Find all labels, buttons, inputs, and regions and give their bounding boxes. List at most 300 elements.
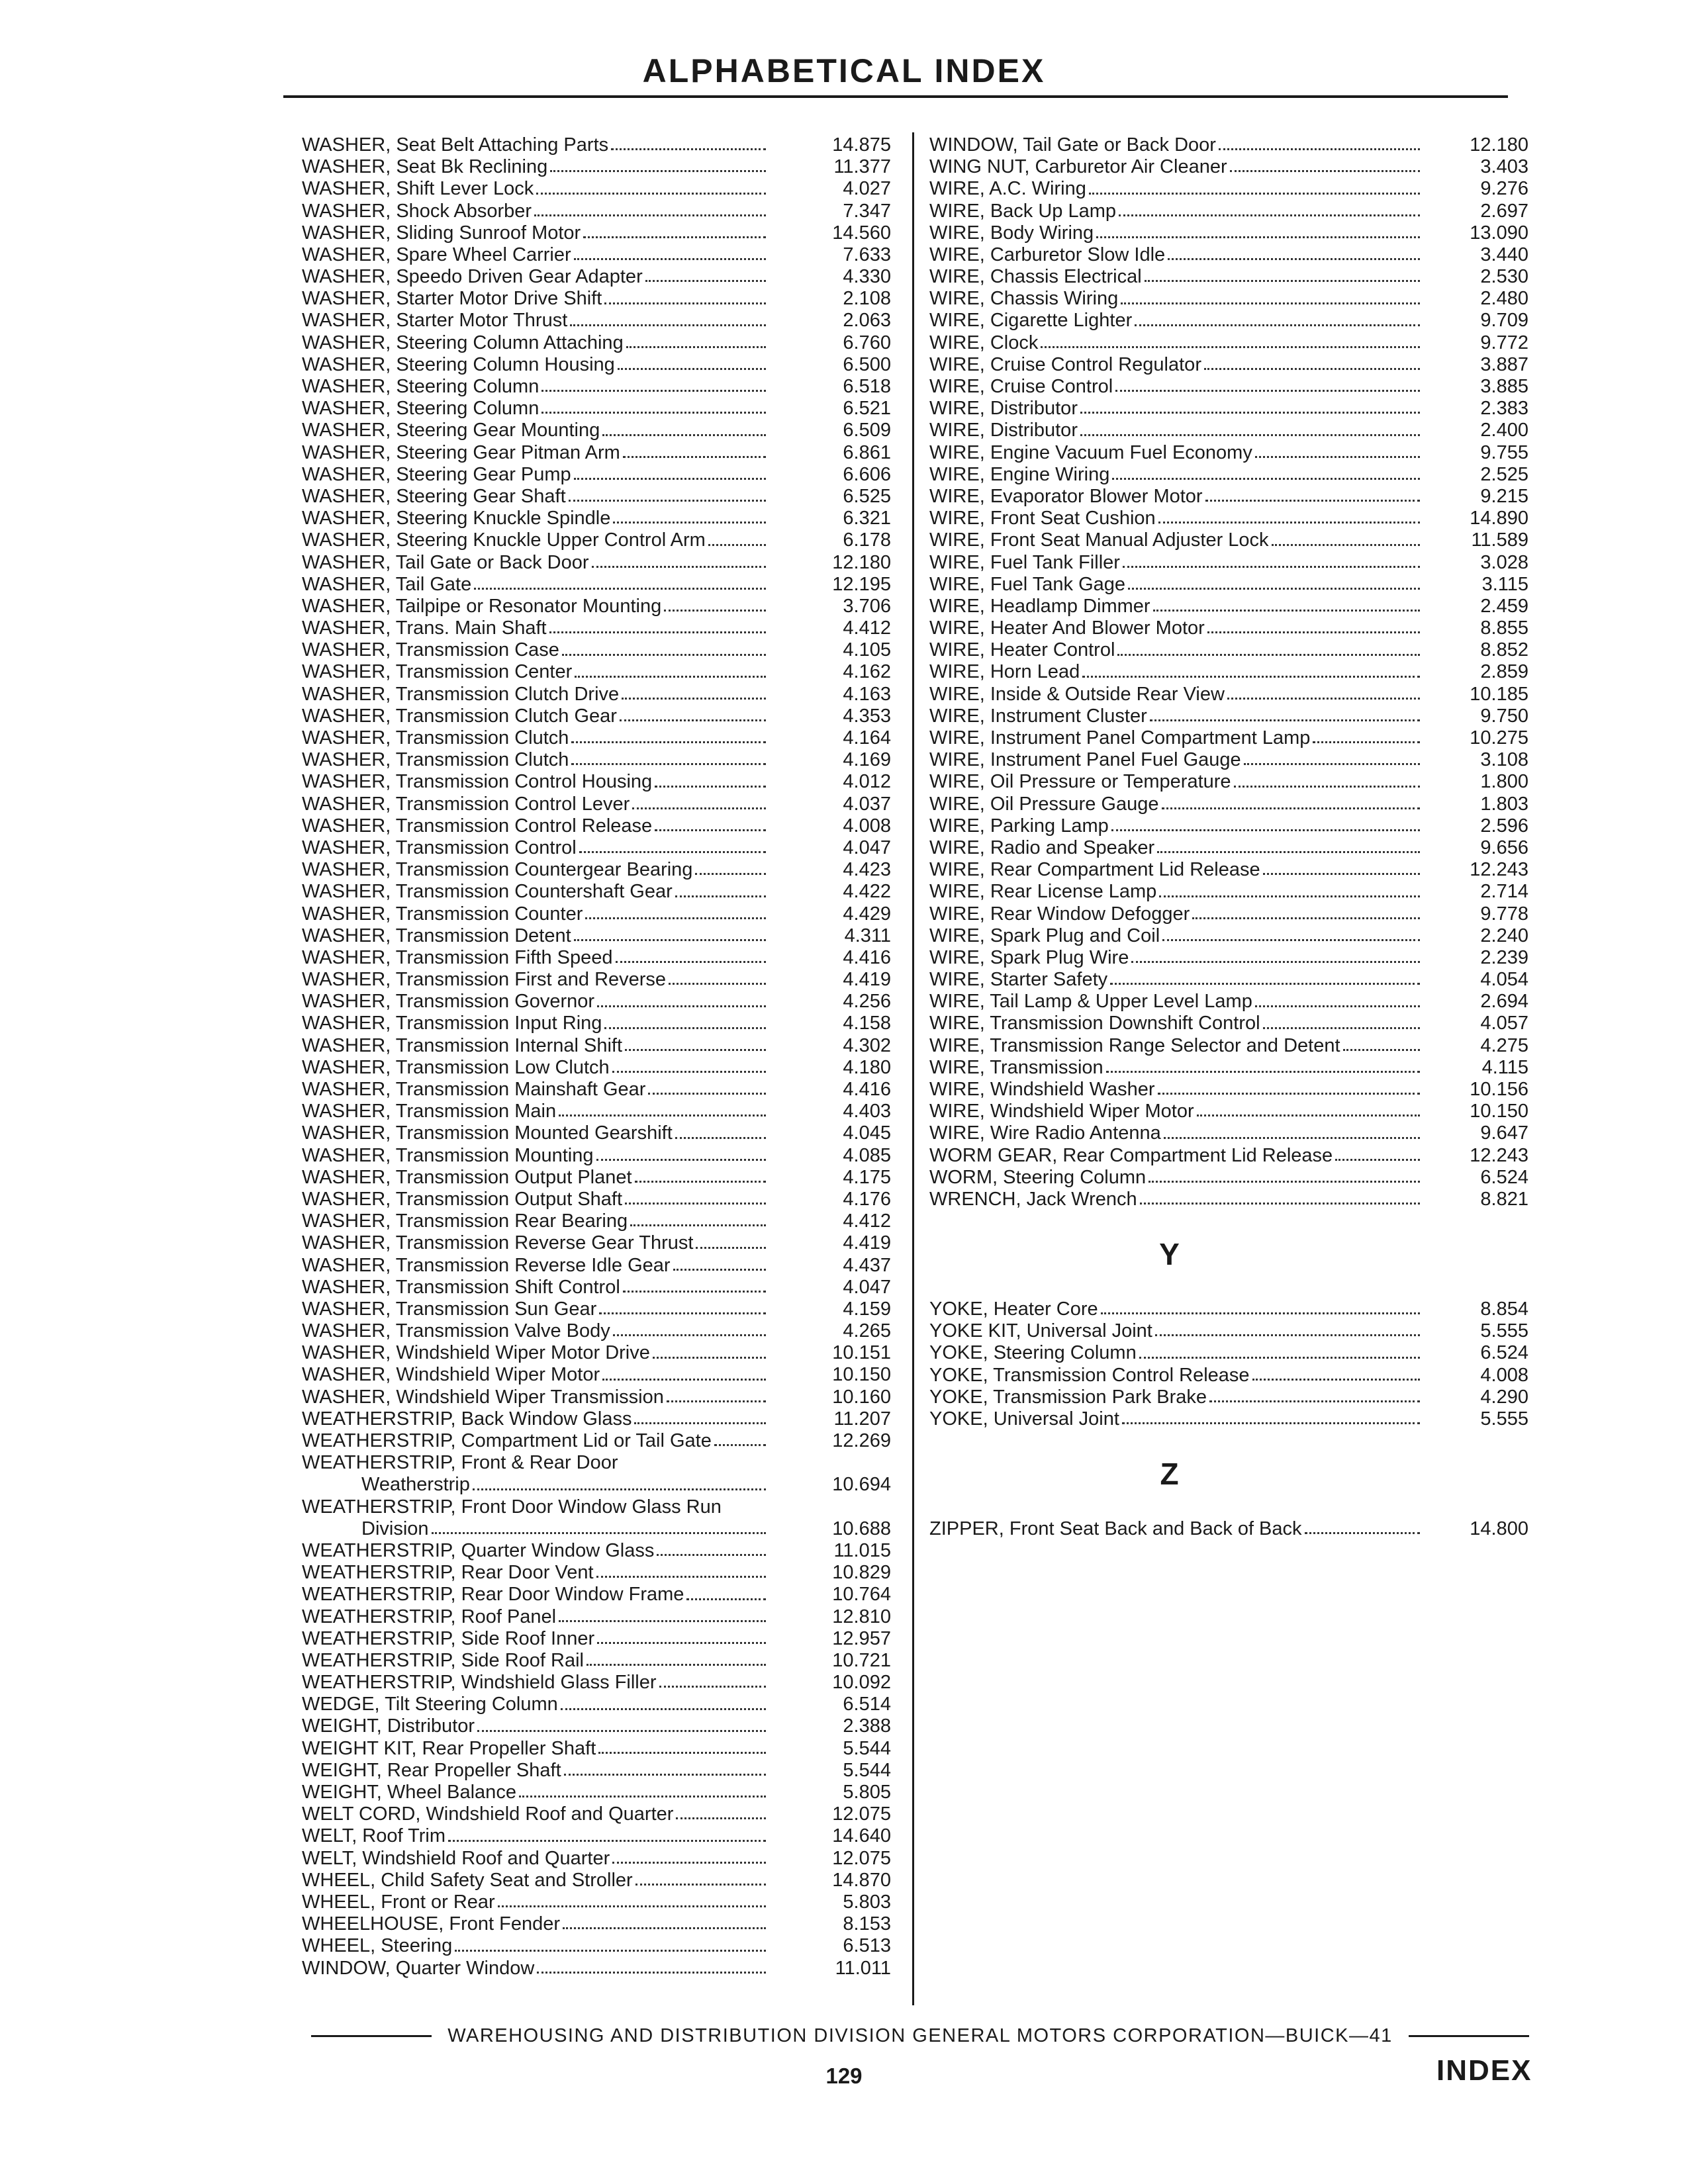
entry-label: WASHER, Steering Column Housing — [302, 353, 615, 375]
entry-label: WIRE, Starter Safety — [929, 969, 1108, 991]
entry-label: WIRE, Inside & Outside Rear View — [929, 683, 1225, 705]
index-entry — [302, 244, 891, 266]
entry-page-number: 2.694 — [1480, 991, 1528, 1013]
index-entry — [302, 1848, 891, 1870]
entry-page-number: 12.810 — [832, 1606, 891, 1627]
entry-page-number: 2.596 — [1480, 815, 1528, 837]
entry-page-number: 4.419 — [843, 1232, 891, 1254]
entry-page-number: 1.803 — [1480, 793, 1528, 815]
index-entry — [929, 574, 1528, 596]
entry-label: WASHER, Starter Motor Drive Shift — [302, 288, 602, 310]
entry-page-number: 4.302 — [843, 1034, 891, 1056]
index-entry — [929, 1057, 1528, 1079]
dot-leader — [1219, 148, 1420, 150]
dot-leader — [1041, 346, 1420, 348]
index-entry — [929, 178, 1528, 200]
index-entry — [929, 1387, 1528, 1408]
dot-leader — [1227, 698, 1420, 700]
entry-page-number: 6.178 — [843, 529, 891, 551]
entry-label: WASHER, Transmission Mainshaft Gear — [302, 1079, 646, 1101]
entry-page-number: 4.057 — [1480, 1013, 1528, 1034]
entry-label: WASHER, Steering Knuckle Upper Control Arm — [302, 529, 706, 551]
dot-leader — [1112, 478, 1420, 480]
entry-page-number: 4.162 — [843, 661, 891, 683]
dot-leader — [604, 302, 766, 304]
index-entry — [302, 1672, 891, 1694]
index-column-left — [302, 134, 891, 1979]
entry-label: WIRE, Cruise Control — [929, 376, 1113, 398]
entry-page-number: 9.647 — [1480, 1122, 1528, 1144]
entry-label: WIRE, Evaporator Blower Motor — [929, 485, 1203, 507]
index-entry — [302, 1057, 891, 1079]
index-entry — [929, 376, 1528, 398]
dot-leader — [1162, 807, 1421, 809]
entry-page-number: 4.290 — [1480, 1386, 1528, 1408]
entry-label: WASHER, Transmission Governor — [302, 991, 595, 1013]
index-entry — [929, 881, 1528, 903]
index-entry — [929, 1145, 1528, 1167]
entry-label: WASHER, Starter Motor Thrust — [302, 310, 568, 332]
entry-label: WIRE, Oil Pressure or Temperature — [929, 771, 1231, 793]
entry-page-number: 10.160 — [832, 1386, 891, 1408]
entry-page-number: 6.861 — [843, 441, 891, 463]
entry-label: WHEEL, Front or Rear — [302, 1891, 495, 1913]
entry-page-number: 8.852 — [1480, 639, 1528, 661]
index-entry — [302, 464, 891, 486]
entry-label: WIRE, Windshield Wiper Motor — [929, 1101, 1194, 1122]
dot-leader — [632, 807, 766, 809]
entry-label: WASHER, Tail Gate or Back Door — [302, 551, 589, 573]
index-entry — [929, 1365, 1528, 1387]
entry-label: WIRE, Radio and Speaker — [929, 837, 1155, 858]
index-entry — [302, 947, 891, 969]
entry-label: WEATHERSTRIP, Front & Rear Door — [302, 1452, 618, 1474]
entry-label: WIRE, Fuel Tank Gage — [929, 573, 1126, 595]
entry-page-number: 12.180 — [832, 551, 891, 573]
entry-page-number: 4.047 — [843, 837, 891, 858]
dot-leader — [1153, 610, 1420, 612]
entry-label: WASHER, Transmission Input Ring — [302, 1013, 602, 1034]
entry-label: WASHER, Transmission Valve Body — [302, 1320, 610, 1342]
index-entry — [929, 662, 1528, 684]
index-entry — [302, 354, 891, 376]
index-entry — [302, 1891, 891, 1913]
entry-label: WASHER, Shock Absorber — [302, 200, 532, 222]
entry-page-number: 4.008 — [1480, 1364, 1528, 1386]
entry-page-number: 3.887 — [1480, 353, 1528, 375]
index-entry — [929, 420, 1528, 441]
entry-page-number: 12.243 — [1470, 859, 1528, 881]
entry-page-number: 4.256 — [843, 991, 891, 1013]
index-entry — [302, 771, 891, 793]
index-entry — [929, 156, 1528, 178]
index-entry — [929, 529, 1528, 551]
entry-label: Weatherstrip — [361, 1474, 470, 1496]
dot-leader — [562, 654, 766, 656]
dot-leader — [569, 500, 766, 502]
entry-label: WEIGHT KIT, Rear Propeller Shaft — [302, 1737, 596, 1759]
index-entry — [929, 486, 1528, 508]
entry-label: WIRE, Rear License Lamp — [929, 881, 1157, 903]
index-entry — [302, 662, 891, 684]
entry-label: WHEEL, Child Safety Seat and Stroller — [302, 1869, 633, 1891]
entry-label: WASHER, Transmission Fifth Speed — [302, 946, 613, 968]
page-title: ALPHABETICAL INDEX — [642, 52, 1046, 89]
dot-leader — [559, 1115, 766, 1116]
entry-page-number: 4.175 — [843, 1166, 891, 1188]
column-divider — [912, 132, 914, 2005]
entry-label: WASHER, Transmission Countershaft Gear — [302, 881, 673, 903]
dot-leader — [1131, 961, 1420, 963]
entry-page-number: 4.085 — [843, 1144, 891, 1166]
entry-page-number: 6.760 — [843, 332, 891, 353]
index-entry — [302, 1430, 891, 1452]
index-entry — [929, 244, 1528, 266]
entry-page-number: 5.544 — [843, 1737, 891, 1759]
index-entry — [929, 1122, 1528, 1144]
index-entry — [929, 947, 1528, 969]
entry-page-number: 6.509 — [843, 420, 891, 441]
index-entry — [302, 1738, 891, 1760]
entry-label: WIRE, Transmission Downshift Control — [929, 1013, 1260, 1034]
dot-leader — [574, 478, 766, 480]
entry-page-number: 3.403 — [1480, 156, 1528, 178]
index-entry — [929, 288, 1528, 310]
index-entry — [302, 178, 891, 200]
dot-leader — [612, 1862, 766, 1864]
index-entry — [302, 508, 891, 529]
entry-page-number: 4.027 — [843, 178, 891, 200]
dot-leader — [473, 1488, 766, 1490]
index-entry — [302, 486, 891, 508]
entry-label: WASHER, Trans. Main Shaft — [302, 617, 547, 639]
entry-label: WIRE, Instrument Cluster — [929, 705, 1147, 727]
index-entry — [929, 794, 1528, 815]
dot-leader — [1207, 631, 1420, 633]
dot-leader — [1252, 1379, 1420, 1381]
dot-leader — [1101, 1312, 1420, 1314]
index-entry — [302, 749, 891, 771]
dot-leader — [448, 1840, 766, 1842]
index-entry — [929, 1342, 1528, 1364]
dot-leader — [583, 236, 766, 238]
entry-label: WASHER, Transmission Output Shaft — [302, 1188, 623, 1210]
dot-leader — [1244, 763, 1420, 765]
index-entry — [929, 464, 1528, 486]
entry-page-number: 12.269 — [832, 1430, 891, 1452]
index-entry — [302, 442, 891, 464]
entry-label: WEIGHT, Distributor — [302, 1715, 475, 1737]
dot-leader — [1080, 434, 1420, 436]
entry-page-number: 8.855 — [1480, 617, 1528, 639]
entry-label: WEATHERSTRIP, Front Door Window Glass Run — [302, 1496, 722, 1518]
index-entry — [302, 1716, 891, 1738]
entry-label: WASHER, Tail Gate — [302, 573, 472, 595]
index-entry — [302, 1013, 891, 1035]
entry-label: WEATHERSTRIP, Side Roof Rail — [302, 1649, 584, 1671]
index-entry — [929, 552, 1528, 574]
entry-label: WASHER, Shift Lever Lock — [302, 178, 534, 200]
entry-label: WIRE, Instrument Panel Fuel Gauge — [929, 749, 1241, 771]
entry-page-number: 4.423 — [843, 859, 891, 881]
entry-page-number: 10.275 — [1470, 727, 1528, 749]
footer-rule-left — [311, 2035, 432, 2037]
entry-label: WASHER, Transmission Reverse Gear Thrust — [302, 1232, 694, 1254]
entry-label: WIRE, Rear Compartment Lid Release — [929, 859, 1260, 881]
index-entry — [302, 1606, 891, 1628]
index-entry — [302, 1803, 891, 1825]
entry-page-number: 6.521 — [843, 398, 891, 420]
dot-leader — [657, 1554, 766, 1556]
index-entry — [302, 596, 891, 617]
index-entry — [302, 1452, 891, 1474]
index-entry — [302, 1518, 891, 1540]
entry-page-number: 9.755 — [1480, 441, 1528, 463]
dot-leader — [1080, 412, 1420, 414]
entry-page-number: 10.721 — [832, 1649, 891, 1671]
entry-label: WASHER, Transmission Case — [302, 639, 559, 661]
entry-label: WASHER, Transmission Clutch — [302, 727, 569, 749]
index-entry — [929, 1189, 1528, 1210]
index-entry — [929, 991, 1528, 1013]
entry-page-number: 4.311 — [844, 925, 891, 946]
dot-leader — [635, 1884, 766, 1886]
dot-leader — [675, 1137, 766, 1139]
entry-page-number: 2.400 — [1480, 420, 1528, 441]
index-entry — [302, 815, 891, 837]
entry-page-number: 10.150 — [1470, 1101, 1528, 1122]
entry-page-number: 3.706 — [843, 595, 891, 617]
section-letter-y: Y — [1159, 1237, 1180, 1272]
dot-leader — [612, 1071, 766, 1073]
entry-page-number: 10.151 — [832, 1342, 891, 1364]
footer-rule-right — [1409, 2035, 1529, 2037]
entry-label: WASHER, Transmission Control Release — [302, 815, 653, 837]
entry-page-number: 9.778 — [1480, 903, 1528, 925]
index-entry — [302, 332, 891, 354]
entry-label: WASHER, Windshield Wiper Motor Drive — [302, 1342, 650, 1364]
dot-leader — [1106, 1071, 1420, 1073]
index-entry — [302, 201, 891, 222]
entry-page-number: 10.688 — [832, 1518, 891, 1539]
dot-leader — [1082, 676, 1420, 678]
entry-label: WIRE, Engine Vacuum Fuel Economy — [929, 441, 1252, 463]
index-entry — [929, 969, 1528, 991]
entry-label: WASHER, Transmission Countergear Bearing — [302, 859, 693, 881]
dot-leader — [634, 1422, 766, 1424]
entry-label: WASHER, Transmission Internal Shift — [302, 1034, 623, 1056]
index-entry — [302, 134, 891, 156]
entry-label: WASHER, Steering Column Attaching — [302, 332, 624, 353]
entry-page-number: 11.207 — [833, 1408, 891, 1430]
index-entry — [929, 201, 1528, 222]
index-entry — [302, 1540, 891, 1562]
index-entry — [302, 1035, 891, 1057]
dot-leader — [626, 346, 766, 348]
entry-label: WASHER, Transmission Main — [302, 1101, 557, 1122]
index-entry — [302, 398, 891, 420]
entry-page-number: 4.012 — [843, 771, 891, 793]
dot-leader — [574, 258, 766, 260]
index-entry — [302, 1825, 891, 1847]
entry-page-number: 6.514 — [843, 1694, 891, 1715]
entry-page-number: 4.169 — [843, 749, 891, 771]
entry-page-number: 14.870 — [832, 1869, 891, 1891]
index-entry — [302, 310, 891, 332]
dot-leader — [655, 829, 766, 831]
dot-leader — [667, 1400, 766, 1402]
index-entry — [929, 596, 1528, 617]
index-entry — [302, 903, 891, 925]
entry-page-number: 4.158 — [843, 1013, 891, 1034]
entry-page-number: 10.092 — [832, 1672, 891, 1694]
entry-page-number: 12.180 — [1470, 134, 1528, 156]
entry-label: WEATHERSTRIP, Compartment Lid or Tail Gate — [302, 1430, 712, 1452]
entry-page-number: 2.697 — [1480, 200, 1528, 222]
entry-label: WIRE, Rear Window Defogger — [929, 903, 1190, 925]
entry-label: WASHER, Windshield Wiper Motor — [302, 1364, 600, 1386]
entry-page-number: 2.063 — [843, 310, 891, 332]
entry-label: WIRE, Wire Radio Antenna — [929, 1122, 1161, 1144]
entry-label: WASHER, Steering Gear Shaft — [302, 485, 566, 507]
entry-page-number: 11.589 — [1471, 529, 1528, 551]
entry-page-number: 10.764 — [832, 1584, 891, 1606]
dot-leader — [1255, 456, 1420, 458]
entry-page-number: 2.108 — [843, 288, 891, 310]
index-entry — [929, 1518, 1528, 1540]
entry-label: WEATHERSTRIP, Rear Door Vent — [302, 1562, 594, 1584]
dot-leader — [686, 1598, 766, 1600]
entry-label: WEIGHT, Wheel Balance — [302, 1782, 516, 1803]
dot-leader — [1164, 1137, 1420, 1139]
entry-label: WASHER, Transmission Detent — [302, 925, 571, 946]
entry-page-number: 10.156 — [1470, 1079, 1528, 1101]
entry-label: WEATHERSTRIP, Windshield Glass Filler — [302, 1672, 657, 1694]
entry-label: WIRE, Chassis Wiring — [929, 288, 1119, 310]
entry-page-number: 9.276 — [1480, 178, 1528, 200]
entry-page-number: 6.321 — [843, 508, 891, 529]
entry-page-number: 2.240 — [1480, 925, 1528, 946]
entry-page-number: 14.875 — [832, 134, 891, 156]
entry-page-number: 3.885 — [1480, 376, 1528, 398]
entry-page-number: 7.347 — [843, 200, 891, 222]
index-entry — [929, 749, 1528, 771]
entry-page-number: 3.028 — [1480, 551, 1528, 573]
dot-leader — [575, 676, 766, 678]
dot-leader — [1110, 983, 1420, 985]
entry-page-number: 5.544 — [843, 1759, 891, 1781]
entry-label: WASHER, Transmission Low Clutch — [302, 1056, 610, 1078]
dot-leader — [541, 390, 766, 392]
dot-leader — [537, 1972, 766, 1974]
entry-page-number: 2.388 — [843, 1715, 891, 1737]
dot-leader — [455, 1950, 766, 1952]
entry-page-number: 14.800 — [1470, 1518, 1528, 1539]
entry-page-number: 5.555 — [1480, 1408, 1528, 1430]
entry-label: YOKE, Universal Joint — [929, 1408, 1119, 1430]
dot-leader — [536, 193, 766, 195]
entry-page-number: 4.275 — [1480, 1034, 1528, 1056]
dot-leader — [550, 170, 766, 172]
dot-leader — [564, 1774, 766, 1776]
index-entry — [302, 288, 891, 310]
entry-label: WIRE, Distributor — [929, 420, 1078, 441]
dot-leader — [695, 873, 766, 875]
entry-page-number: 4.412 — [843, 1210, 891, 1232]
entry-label: WASHER, Steering Knuckle Spindle — [302, 508, 611, 529]
index-entry — [302, 727, 891, 749]
dot-leader — [570, 324, 766, 326]
entry-label: WEATHERSTRIP, Side Roof Inner — [302, 1627, 595, 1649]
index-entry — [929, 1101, 1528, 1122]
dot-leader — [474, 588, 766, 590]
entry-label: WORM, Steering Column — [929, 1166, 1147, 1188]
entry-label: WIRE, Carburetor Slow Idle — [929, 244, 1166, 265]
dot-leader — [1155, 1334, 1420, 1336]
index-entry — [302, 617, 891, 639]
dot-leader — [1096, 236, 1420, 238]
dot-leader — [541, 412, 766, 414]
entry-label: WORM GEAR, Rear Compartment Lid Release — [929, 1144, 1333, 1166]
entry-page-number: 4.163 — [843, 683, 891, 705]
index-entry — [929, 705, 1528, 727]
entry-label: WIRE, Spark Plug and Coil — [929, 925, 1160, 946]
dot-leader — [571, 763, 766, 765]
index-entry — [302, 1650, 891, 1672]
entry-page-number: 2.383 — [1480, 398, 1528, 420]
entry-page-number: 6.524 — [1480, 1166, 1528, 1188]
index-entry — [302, 1760, 891, 1782]
dot-leader — [592, 566, 766, 568]
entry-page-number: 4.429 — [843, 903, 891, 925]
dot-leader — [519, 1796, 766, 1797]
entry-page-number: 4.330 — [843, 266, 891, 288]
dot-leader — [622, 698, 766, 700]
index-entry — [302, 925, 891, 947]
index-entry — [929, 1079, 1528, 1101]
index-entry — [302, 552, 891, 574]
dot-leader — [604, 1027, 766, 1029]
dot-leader — [655, 786, 766, 788]
dot-leader — [534, 214, 766, 216]
entry-label: WASHER, Seat Bk Reclining — [302, 156, 548, 178]
entry-label: WIRE, Spark Plug Wire — [929, 946, 1129, 968]
dot-leader — [549, 631, 766, 633]
entry-page-number: 4.422 — [843, 881, 891, 903]
index-entry — [302, 1782, 891, 1803]
entry-page-number: 10.185 — [1470, 683, 1528, 705]
dot-leader — [669, 983, 766, 985]
dot-leader — [648, 1093, 766, 1095]
dot-leader — [1162, 939, 1420, 941]
entry-label: WASHER, Transmission Counter — [302, 903, 583, 925]
dot-leader — [1159, 895, 1420, 897]
index-entry — [929, 639, 1528, 661]
index-entry — [302, 1079, 891, 1101]
index-entry — [302, 1277, 891, 1298]
entry-label: YOKE, Heater Core — [929, 1298, 1098, 1320]
dot-leader — [630, 1224, 766, 1226]
index-entry — [929, 222, 1528, 244]
dot-leader — [673, 1269, 766, 1271]
entry-label: WINDOW, Quarter Window — [302, 1957, 535, 1979]
dot-leader — [1157, 851, 1420, 853]
entry-page-number: 12.195 — [832, 573, 891, 595]
entry-label: WASHER, Spare Wheel Carrier — [302, 244, 571, 265]
entry-page-number: 12.075 — [832, 1847, 891, 1869]
dot-leader — [1158, 522, 1420, 523]
index-entry — [302, 1387, 891, 1408]
